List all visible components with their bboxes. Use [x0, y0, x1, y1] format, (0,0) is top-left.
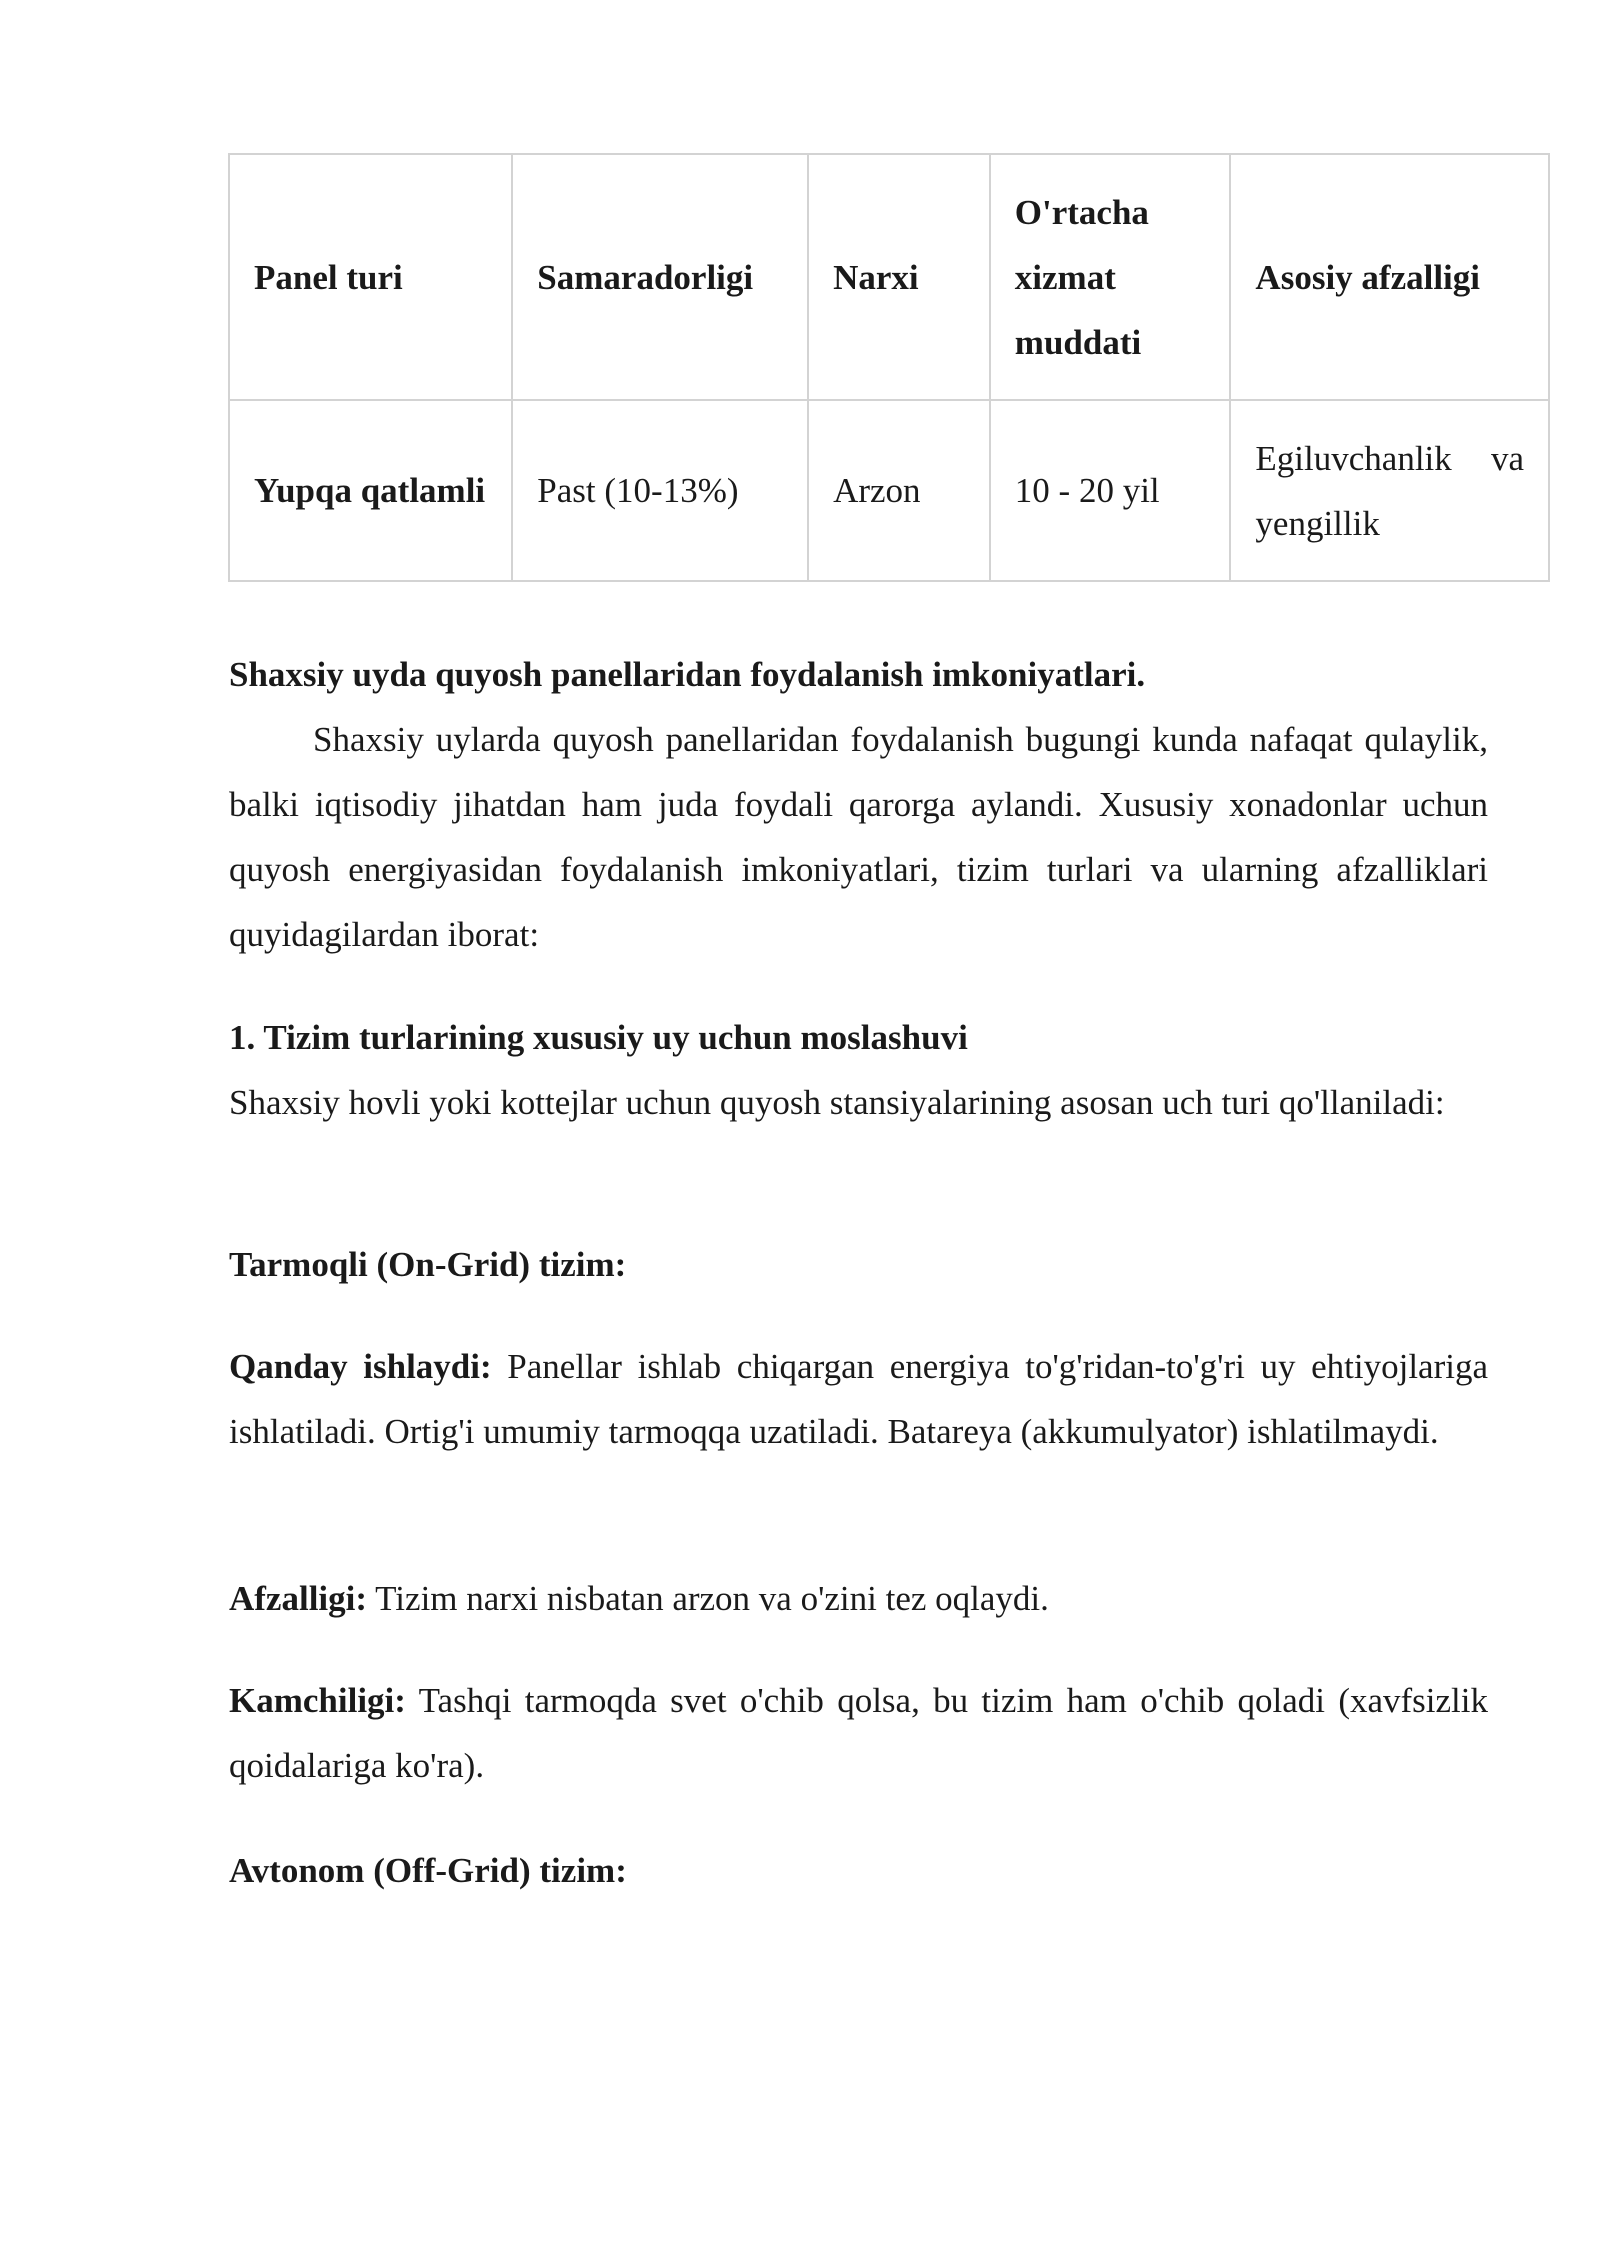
table-header-cell: Asosiy afzalligi — [1230, 154, 1549, 400]
on-grid-how-text: Panellar ishlab chiqargan energiya to'g'ridan-to'g'ri uy ehtiyojlariga ishlatiladi. Ortig'i umumiy tarmoqqa uzatiladi. Batareya (akkumulyator) ishlatilmaydi. — [229, 1347, 1488, 1451]
on-grid-advantage-paragraph — [229, 1566, 1488, 1631]
subsection-title: 1. Tizim turlarining xususiy uy uchun moslashuvi — [229, 1018, 968, 1057]
intro-paragraph: Shaxsiy uylarda quyosh panellaridan foydalanish bugungi kunda nafaqat qulaylik, balki iqtisodiy jihatdan ham juda foydali qarorga aylandi. Xususiy xonadonlar uchun quyosh energiyasidan foydalanish imkoniyatlari, tizim turlari va ularning afzalliklari quyidagilardan iborat: — [229, 720, 1488, 954]
section-title: Shaxsiy uyda quyosh panellaridan foydalanish imkoniyatlari. — [229, 655, 1146, 694]
table-cell-price: Arzon — [808, 400, 990, 581]
table-cell-efficiency: Past (10-13%) — [512, 400, 808, 581]
table-header-cell: Narxi — [808, 154, 990, 400]
table-cell-lifetime: 10 - 20 yil — [990, 400, 1231, 581]
on-grid-drawback-paragraph — [229, 1668, 1488, 1798]
panel-comparison-table — [228, 153, 1550, 582]
on-grid-how-label: Qanday ishlaydi: — [229, 1347, 492, 1386]
on-grid-drawback-label: Kamchiligi: — [229, 1681, 406, 1720]
table-header-row — [229, 154, 1549, 400]
on-grid-advantage-text: Tizim narxi nisbatan arzon va o'zini tez oqlaydi. — [375, 1579, 1049, 1618]
on-grid-drawback-text: Tashqi tarmoqda svet o'chib qolsa, bu tizim ham o'chib qoladi (xavfsizlik qoidalariga ko'ra). — [229, 1681, 1488, 1785]
table-header-cell: O'rtacha xizmat muddati — [990, 154, 1231, 400]
table-header-cell: Panel turi — [229, 154, 512, 400]
table-cell-advantage: Egiluvchanlik va yengillik — [1230, 400, 1549, 581]
on-grid-title: Tarmoqli (On-Grid) tizim: — [229, 1245, 627, 1284]
on-grid-advantage-label: Afzalligi: — [229, 1579, 368, 1618]
table-row — [229, 400, 1549, 581]
off-grid-title: Avtonom (Off-Grid) tizim: — [229, 1851, 627, 1890]
table-cell-panel-type: Yupqa qatlamli — [229, 400, 512, 581]
table-header-cell: Samaradorligi — [512, 154, 808, 400]
on-grid-how-paragraph — [229, 1334, 1488, 1464]
subsection-paragraph: Shaxsiy hovli yoki kottejlar uchun quyosh stansiyalarining asosan uch turi qo'llaniladi: — [229, 1083, 1445, 1122]
